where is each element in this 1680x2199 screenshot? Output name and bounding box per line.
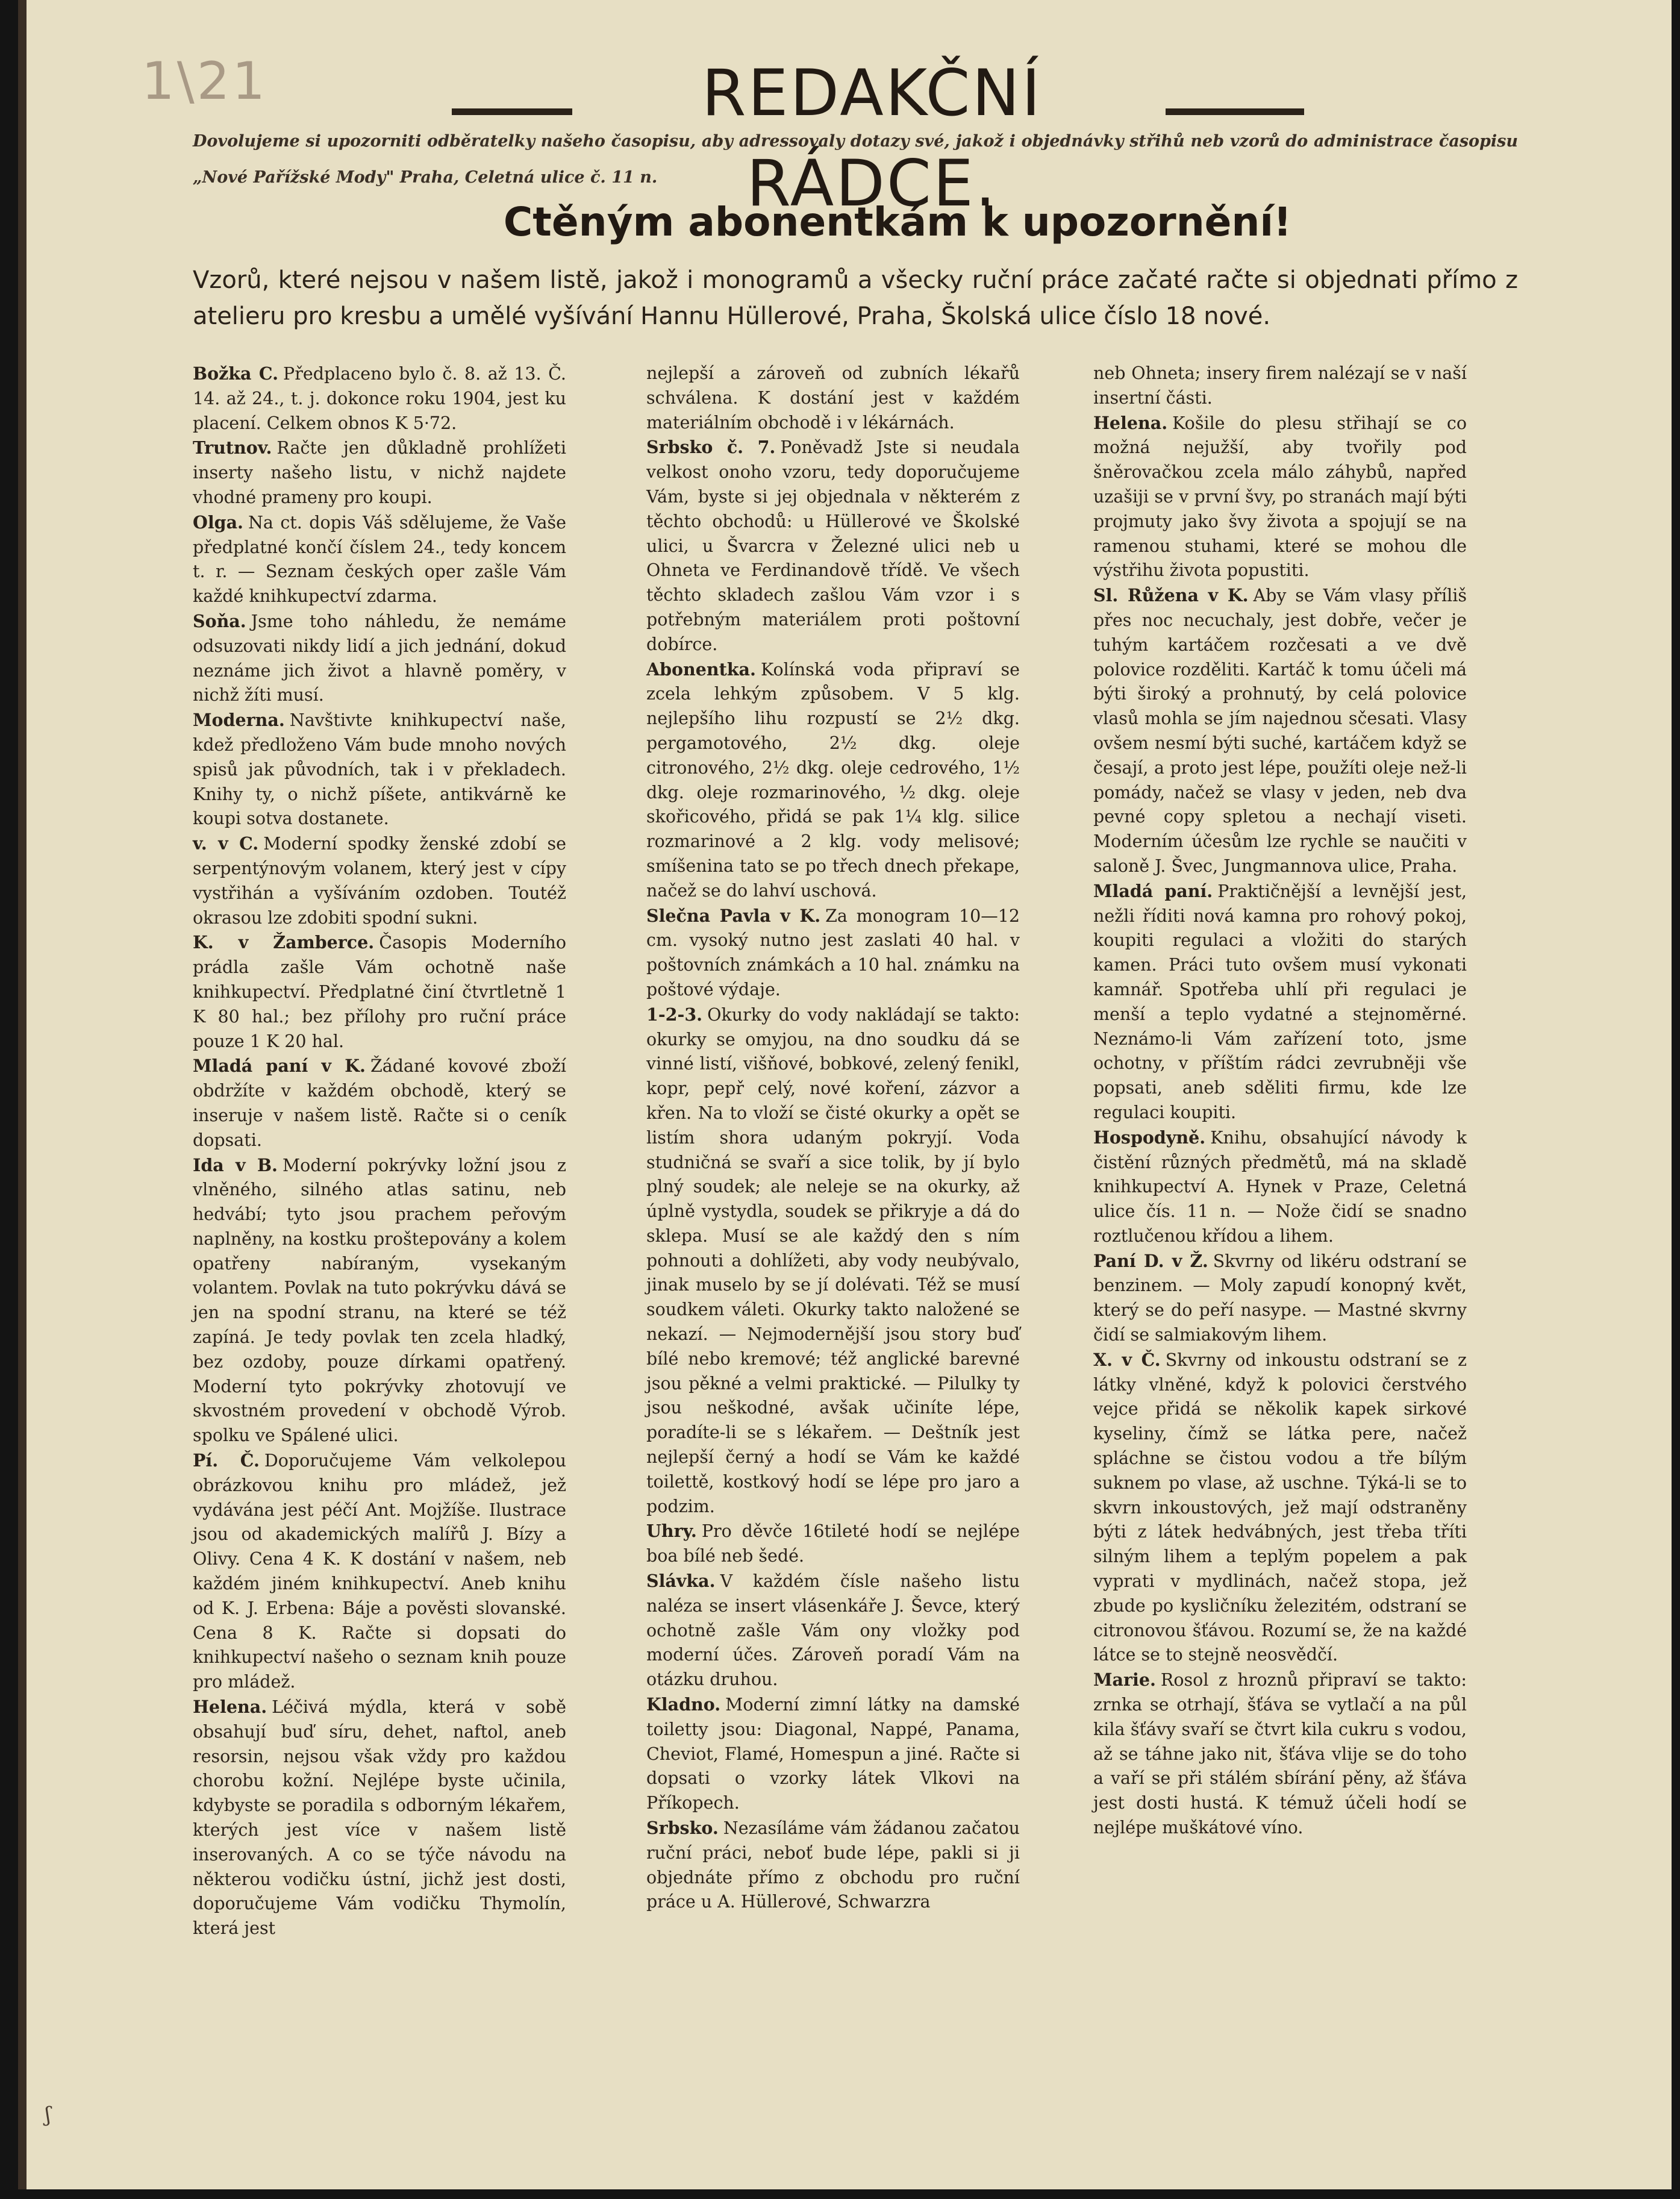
reply-entry [1093,1249,1467,1348]
reply-text: Kolínská voda připraví se zcela lehkým způsobem. V 5 klg. nejlepšího lihu rozpustí se 2½ dkg. pergamotového, 2½ dkg. oleje citronového, 2½ dkg. oleje cedrového, 1½ dkg. oleje rozmarinového, ½ dkg. oleje skořicového, přidá se pak 1¼ klg. silice rozmarinové a 2 klg. vody melisové; smíšenina tato se po třech dnech překape, načež se do lahví uschová. [646,659,1020,901]
reply-text: nejlepší a zároveň od zubních lékařů schválena. K dostání jest v každém materiálním obchodě i v lékárnách. [646,363,1020,433]
reply-text: Moderní zimní látky na damské toiletty jsou: Diagonal, Nappé, Panama, Cheviot, Flamé, Homespun a jiné. Račte si dopsati o vzorky látek Vlkovi na Příkopech. [646,1695,1020,1813]
reply-addressee: v. v C. [193,833,259,854]
announcement-text: Vzorů, které nejsou v našem listě, jakož i monogramů a všecky ruční práce začaté račte si objednati přímo z atelieru pro kresbu a umělé vyšívání Hannu Hüllerové, Praha, Školská ulice číslo 18 nové. [193,266,1518,330]
reply-addressee: Trutnov. [193,437,272,458]
reply-addressee: Mladá paní v K. [193,1056,366,1077]
reply-entry [646,1519,1020,1569]
reply-entry [193,436,566,510]
reply-entry [1093,1348,1467,1668]
reply-text: Poněvadž Jste si neudala velkost onoho vzoru, tedy doporučujeme Vám, byste si jej objednala v některém z těchto obchodů: u Hüllerové ve Školské ulici, u Švarcra v Železné ulici neb u Ohneta ve Ferdinandově třídě. Ve všech těchto skladech zašlou Vám vzor i s potřebným materiálem proti poštovní dobírce. [646,437,1020,654]
reply-text: V každém čísle našeho listu naléza se insert vlásenkáře J. Ševce, který ochotně zašle Vám ony vložky pod moderní účes. Zároveň poradí Vám na otázku druhou. [646,1571,1020,1690]
announcement-headline: Ctěným abonentkám k upozornění! [503,199,1292,245]
reply-addressee: Srbsko. [646,1818,719,1839]
masthead-rule-left [452,108,572,115]
reply-text: neb Ohneta; insery firem nalézají se v naší insertní části. [1093,363,1467,408]
reply-entry [1093,1668,1467,1841]
reply-text: Košile do plesu střihají se co možná nejužší, aby tvořily pod šněrovačkou zcela málo záhybů, napřed uzašiji se v první švy, po stranách mají býti projmuty jako švy života a spojují se na ramenou stuhami, které se mohou dle výstřihu života popustiti. [1093,413,1467,581]
reply-addressee: Božka C. [193,363,279,384]
reply-addressee: Ida v B. [193,1154,278,1175]
reply-entry [646,1569,1020,1692]
reply-text: Na ct. dopis Váš sdělujeme, že Vaše předplatné končí číslem 24., tedy koncem t. r. — Seznam českých oper zašle Vám každé knihkupectví zdarma. [193,512,566,607]
reply-entry [646,435,1020,657]
reply-addressee: Abonentka. [646,658,756,680]
reply-entry [193,1448,566,1695]
reply-entry [193,1054,566,1153]
reply-text: Moderní spodky ženské zdobí se serpentýnovým volanem, který jest v cípy vystřihán a vyšíváním ozdoben. Toutéž okrasou lze zdobiti spodní sukni. [193,834,566,928]
reply-addressee: Uhry. [646,1521,697,1542]
reply-text: Skvrny od inkoustu odstraní se z látky vlněné, když k polovici čerstvého vejce přidá se několik kapek sirkové kyseliny, čímž se látka pere, načež spláchne se čistou vodou a tře bílým suknem po vlase, až uschne. Týká-li se to skvrn inkoustových, jež mají odstraněny býti z látek hedvábných, jest třeba tříti silným lihem a teplým popelem a pak vyprati v mydlinách, načež stopa, jež zbude po kysličníku železitém, odstraní se citronovou šťávou. Rozumí se, že na každé látce se to stejně neosvědčí. [1093,1350,1467,1665]
text-column-2 [646,361,1020,1915]
reply-text: Moderní pokrývky ložní jsou z vlněného, silného atlas satinu, neb hedvábí; tyto jsou prachem peřovým naplněny, na kostku proštepovány a kolem opatřeny nabíraným, vysekaným volantem. Povlak na tuto pokrývku dává se jen na spodní stranu, na které se též zapíná. Je tedy povlak ten zcela hladký, bez ozdoby, pouze dírkami opatřený. Moderní tyto pokrývky zhotovují ve skvostném provedení v obchodě Výrob. spolku ve Spálené ulici. [193,1155,566,1446]
reply-addressee: Kladno. [646,1694,721,1715]
reply-text: Knihu, obsahující návody k čistění různých předmětů, má na skladě knihkupectví A. Hynek v Praze, Celetná ulice čís. 11 n. — Nože čidí se snadno roztlučenou křídou a lihem. [1093,1127,1467,1246]
reply-text: Předplaceno bylo č. 8. až 13. Č. 14. až 24., t. j. dokonce roku 1904, jest ku placení. Celkem obnos K 5·72. [193,364,566,433]
reply-entry [193,361,566,436]
reply-entry [193,1153,566,1449]
reply-text: Léčivá mýdla, která v sobě obsahují buď síru, dehet, naftol, aneb resorsin, nejsou však vždy pro každou chorobu kožní. Nejlépe byste učinila, kdybyste se poradila s odborným lékařem, kterých jest více v našem listě inserovaných. A co se týče návodu na některou vodičku ústní, jichž jest dosti, doporučujeme Vám vodičku Thymolín, která jest [193,1697,566,1939]
reply-text: Praktičnější a levnější jest, nežli říditi nová kamna pro rohový pokoj, koupiti regulaci a vložiti do starých kamen. Práci tuto ovšem musí vykonati kamnář. Spotřeba uhlí při regulaci je menší a teplo vydatné a stejnoměrné. Neznámo-li Vám zařízení toto, jsme ochotny, v příštím rádci zevrubněji vše popsati, aneb sděliti firmu, kde lze regulaci koupiti. [1093,881,1467,1122]
reply-text: Jsme toho náhledu, že nemáme odsuzovati nikdy lidí a jich jednání, dokud neznáme jich život a hlavně poměry, v nichž žíti musí. [193,611,566,705]
reply-addressee: Mladá paní. [1093,880,1213,901]
reply-addressee: Sl. Růžena v K. [1093,585,1249,606]
editorial-notice: Dovolujeme si upozorniti odběratelky našeho časopisu, aby adressovaly dotazy své, jakož i objednávky střihů neb vzorů do administrace časopisu „Nové Pařížské Mody" Praha, Celetná ulice č. 11 n. [193,132,1518,187]
reply-addressee: Marie. [1093,1669,1156,1691]
reply-addressee: K. v Žamberce. [193,932,375,953]
reply-addressee: Hospodyně. [1093,1127,1206,1148]
reply-entry [193,708,566,831]
magazine-page [18,0,1672,2189]
reply-text: Časopis Moderního prádla zašle Vám ochotně naše knihkupectví. Předplatné činí čtvrtletně 1 K 80 hal.; bez přílohy pro ruční práce pouze 1 K 20 hal. [193,933,567,1051]
reply-entry [193,609,566,708]
masthead-title: REDAKČNÍ RÁDCE. [701,56,1043,221]
reply-addressee: Moderna. [193,710,285,731]
masthead-rule-right [1166,108,1304,115]
reply-addressee: Pí. Č. [193,1450,260,1471]
binding-edge [18,0,27,2189]
reply-entry [646,361,1020,435]
reply-text: Skvrny od likéru odstraní se benzinem. — Moly zapudí konopný květ, který se do peří nasype. — Mastné skvrny čidí se salmiakovým lihem. [1093,1251,1467,1345]
reply-addressee: Slávka. [646,1571,716,1592]
margin-mark: ʃ [45,2103,51,2127]
reply-entry [646,657,1020,904]
reply-text: Žádané kovové zboží obdržíte v každém obchodě, který se inseruje v našem listě. Račte si o ceník dopsati. [193,1056,566,1150]
reply-text: Aby se Vám vlasy příliš přes noc necuchaly, jest dobře, večer je tuhým kartáčem rozčesati a ve dvě polovice rozděliti. Kartáč k tomu účeli má býti široký a prohnutý, by celá polovice vlasů mohla se jím najednou sčesati. Vlasy ovšem nesmí býti suché, kartáčem když se česají, a proto jest lépe, použíti oleje než-li pomády, načež se vlasy v jeden, neb dva pevné copy spletou a nechají viseti. Moderním účesům lze rychle se naučiti v saloně J. Švec, Jungmannova ulice, Praha. [1093,586,1467,876]
reply-entry [193,831,566,930]
reply-entry [1093,361,1467,411]
reply-addressee: Srbsko č. 7. [646,437,776,458]
reply-text: Račte jen důkladně prohlížeti inserty našeho listu, v nichž najdete vhodné prameny pro koupi. [193,438,566,507]
reply-text: Navštivte knihkupectví naše, kdež předloženo Vám bude mnoho nových spisů jak původních, tak i v překladech. Knihy ty, o nichž píšete, antikvárně ke koupi sotva dostanete. [193,710,566,829]
reply-entry [646,904,1020,1003]
reply-text: Za monogram 10—12 cm. vysoký nutno jest zaslati 40 hal. v poštovních známkách a 10 hal. známku na poštové výdaje. [646,906,1020,999]
reply-addressee: 1-2-3. [646,1004,703,1025]
reply-text: Pro děvče 16tileté hodí se nejlépe boa bílé neb šedé. [646,1521,1020,1566]
text-column-1 [193,361,566,1941]
reply-entry [193,1695,566,1941]
reply-addressee: Paní D. v Ž. [1093,1250,1208,1271]
text-column-3 [1093,361,1467,1841]
reply-text: Nezasíláme vám žádanou začatou ruční práci, neboť bude lépe, pakli si ji objednáte přímo z obchodu pro ruční práce u A. Hüllerové, Schwarzra [646,1818,1020,1912]
reply-addressee: Slečna Pavla v K. [646,905,821,926]
reply-addressee: Soňa. [193,610,246,631]
reply-entry [1093,1125,1467,1249]
reply-entry [1093,879,1467,1125]
reply-text: Okurky do vody nakládají se takto: okurky se omyjou, na dno soudku dá se vinné listí, višňové, bobkové, zelený fenikl, kopr, pepř celý, nové koření, zázvor a křen. Na to vloží se čisté okurky a opět se listím shora udaným pokryjí. Voda studničná se svaří a sice tolik, by jí bylo plný soudek; ale neleje se na okurky, až úplně vystydla, soudek se přikryje a dá do sklepa. Musí se ale každý den s ním pohnouti a dohlížeti, aby vody neubývalo, jinak muselo by se jí dolévati. Též se musí soudkem váleti. Okurky takto naložené se nekazí. — Nejmodernější jsou story buď bílé nebo kremové; též anglické barevné jsou pěkné a velmi praktické. — Pilulky ty jsou neškodné, avšak učiníte lépe, poradíte-li se s lékařem. — Deštník jest nejlepší černý a hodí se Vám ke každé toilettě, kostkový hodí se lépe pro jaro a podzim. [646,1004,1020,1516]
reply-entry [1093,583,1467,879]
reply-addressee: Olga. [193,511,243,533]
reply-entry [193,930,566,1054]
reply-addressee: Helena. [1093,412,1168,433]
reply-entry [646,1816,1020,1915]
reply-entry [646,1692,1020,1816]
reply-entry [646,1003,1020,1519]
reply-addressee: X. v Č. [1093,1349,1161,1370]
reply-entry [193,510,566,609]
reply-text: Doporučujeme Vám velkolepou obrázkovou knihu pro mládež, jež vydávána jest péčí Ant. Mojžíše. Ilustrace jsou od akademických malířů J. Bízy a Olivy. Cena 4 K. K dostání v našem, neb každém jiném knihkupectví. Aneb knihu od K. J. Erbena: Báje a pověsti slovanské. Cena 8 K. Račte si dopsati do knihkupectví našeho o seznam knih pouze pro mládež. [193,1451,566,1692]
reply-addressee: Helena. [193,1697,267,1718]
reply-entry [1093,411,1467,584]
reply-text: Rosol z hroznů připraví se takto: zrnka se otrhají, šťáva se vytlačí a na půl kila šťávy svaří se čtvrt kila cukru s vodou, až se táhne jako nit, šťáva vlije se do toho a vaří se při stálém sbírání pěny, až šťáva jest dosti hustá. K témuž účeli hodí se nejlépe muškátové víno. [1093,1670,1467,1838]
page-marker: 1\21 [142,51,268,111]
